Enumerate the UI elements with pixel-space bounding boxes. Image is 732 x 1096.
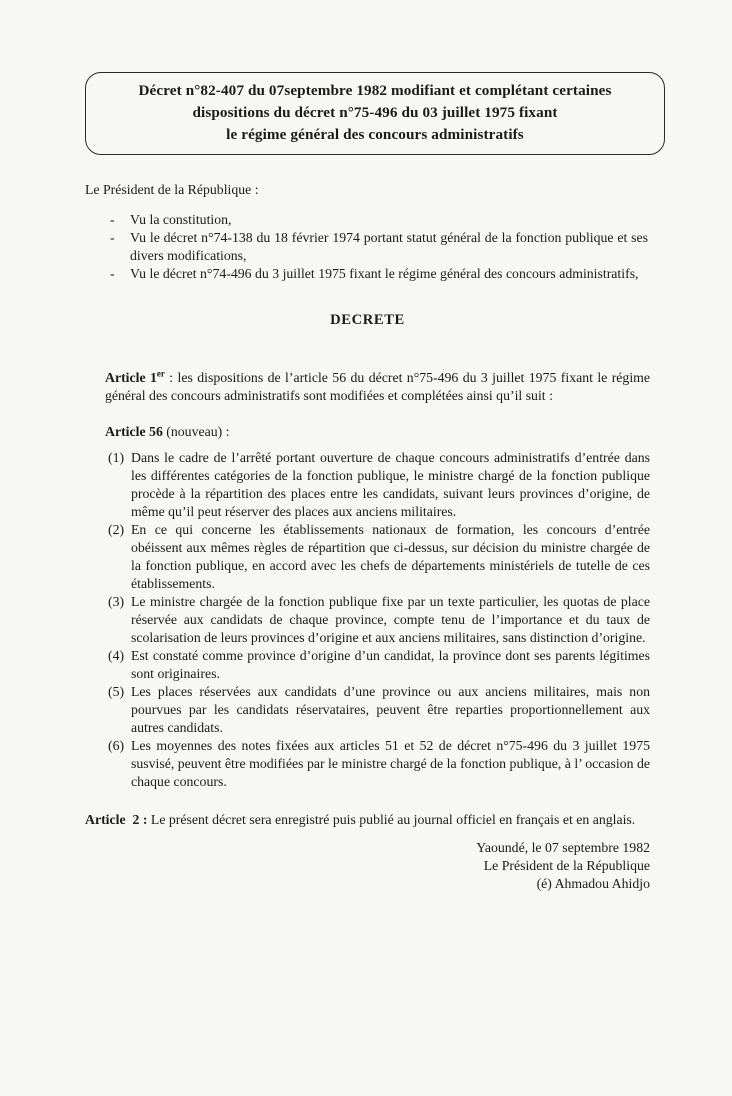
provision-item: [108, 683, 650, 737]
provision-number: (6): [108, 738, 125, 753]
provision-text: Les moyennes des notes fixées aux articles 51 et 52 de décret n°75-496 du 3 juillet 1975 susvisé, peuvent être modifiées par le ministre chargé de la fonction publique, à l’ occasion de chaque concours.: [131, 738, 650, 789]
provision-number: (2): [108, 522, 125, 537]
signature-block: [85, 839, 650, 893]
signature-title: Le Président de la République: [483, 858, 650, 873]
provision-item: [108, 737, 650, 791]
article-1-text: les dispositions de l’article 56 du décret n°75-496 du 3 juillet 1975 fixant le régime général des concours administratifs sont modifiées et complétées ainsi qu’il suit :: [105, 370, 651, 403]
provision-text: En ce qui concerne les établissements nationaux de formation, les concours d’entrée obéissent aux mêmes règles de répartition que ci-dessus, sur décision du ministre chargée de la fonction publique, en accord avec les chefs de départements ministériels de tutelle de ces établissements.: [131, 522, 650, 591]
salutation-line: Le Président de la République :: [85, 182, 259, 197]
visa-item: [110, 265, 650, 283]
article-1-paragraph: [105, 369, 650, 405]
provision-number: (3): [108, 594, 125, 609]
provision-number: (4): [108, 648, 125, 663]
provision-text: Les places réservées aux candidats d’une province ou aux anciens militaires, mais non pourvues par les candidats réservataires, peuvent être reparties proportionnellement aux autres candidats.: [131, 684, 650, 735]
article-2-text: Le présent décret sera enregistré puis publié au journal officiel en français et en anglais.: [147, 812, 636, 827]
decree-document-page: [0, 72, 732, 1096]
numbered-provisions-list: [108, 449, 650, 791]
dash-bullet: -: [110, 266, 115, 281]
provision-text: Le ministre chargée de la fonction publique fixe par un texte particulier, les quotas de place réservée aux candidats de chaque province, compte tenu de l’importance et du taux de scolarisation de leurs provinces d’origine et aux anciens militaires, sans distinction d’origine.: [131, 594, 650, 645]
article-56-label: Article 56: [105, 424, 163, 439]
provision-item: [108, 593, 650, 647]
provision-item: [108, 521, 650, 593]
article-2-paragraph: [85, 811, 650, 829]
signature-place-date: Yaoundé, le 07 septembre 1982: [476, 840, 650, 855]
article-56-heading: [105, 423, 650, 441]
provision-number: (5): [108, 684, 125, 699]
provision-text: Est constaté comme province d’origine d’un candidat, la province dont ses parents légitimes sont originaires.: [131, 648, 650, 681]
article-1-ordinal: er: [156, 368, 165, 379]
visa-item: [110, 211, 650, 229]
decree-heading: DECRETE: [330, 312, 405, 328]
visa-text: Vu le décret n°74-496 du 3 juillet 1975 fixant le régime général des concours administratifs,: [130, 266, 639, 281]
dash-bullet: -: [110, 212, 115, 227]
decree-title-line: dispositions du décret n°75-496 du 03 juillet 1975 fixant: [192, 104, 558, 121]
visa-item: [110, 229, 650, 265]
provision-item: [108, 449, 650, 521]
article-1-separator: :: [164, 370, 178, 385]
signature-name: (é) Ahmadou Ahidjo: [536, 876, 650, 891]
provision-item: [108, 647, 650, 683]
provision-text: Dans le cadre de l’arrêté portant ouverture de chaque concours administratifs d’entrée dans les différentes catégories de la fonction publique, le ministre chargé de la fonction publique procède à la répartition des places entre les candidats, suivant leurs provinces d’origine, de même qu’il peut réserver des places aux anciens militaires.: [131, 450, 650, 519]
visa-text: Vu la constitution,: [130, 212, 232, 227]
decree-title-line: le régime général des concours administratifs: [226, 126, 524, 143]
article-56-suffix: (nouveau) :: [162, 424, 230, 439]
visa-list: [110, 211, 650, 283]
decree-title-line: Décret n°82-407 du 07septembre 1982 modifiant et complétant certaines: [138, 82, 612, 99]
article-2-label: Article 2 :: [85, 812, 148, 827]
article-1-label: Article 1: [105, 370, 157, 385]
visa-text: Vu le décret n°74-138 du 18 février 1974 portant statut général de la fonction publique et ses divers modifications,: [130, 230, 648, 263]
dash-bullet: -: [110, 230, 115, 245]
provision-number: (1): [108, 450, 125, 465]
decree-title-box: [85, 72, 665, 155]
